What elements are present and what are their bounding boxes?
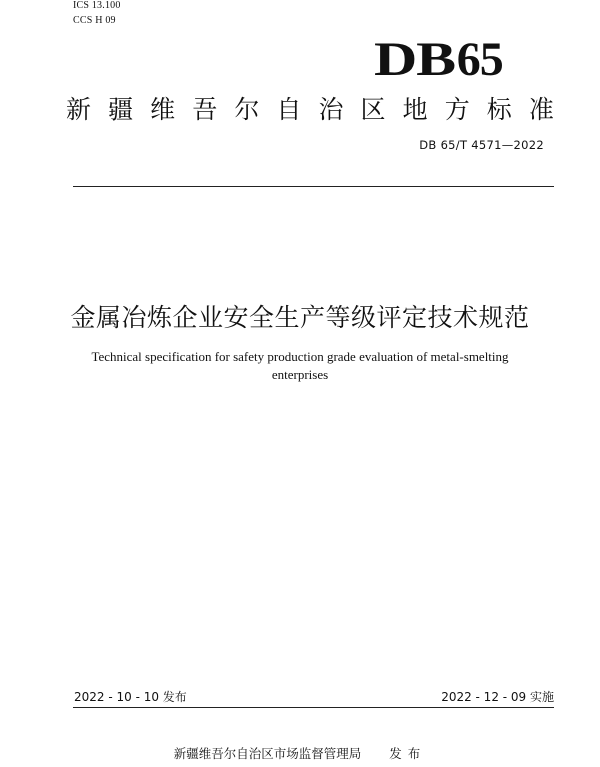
logo-db: DB [374,33,455,86]
authority-char: 新 [66,95,92,124]
issue-date: 2022 - 10 - 10 发布 [74,690,187,704]
standard-number: DB 65/T 4571—2022 [419,138,544,152]
issuer-line [0,744,600,762]
authority-char: 治 [318,95,344,124]
logo-number: 65 [456,33,503,86]
authority-char: 尔 [234,95,260,124]
authority-char: 吾 [192,95,218,124]
authority-char: 地 [402,95,428,124]
implementation-date: 2022 - 12 - 09 实施 [441,690,554,704]
authority-char: 准 [528,95,554,124]
header-divider [73,186,554,187]
authority-char: 区 [360,95,386,124]
footer-divider [73,707,554,708]
db65-logo [374,33,514,86]
issuer-action: 发布 [389,746,427,761]
issuer-name: 新疆维吾尔自治区市场监督管理局 [173,746,362,761]
ics-code: ICS 13.100 [73,0,121,11]
standard-authority [66,92,554,128]
authority-char: 方 [444,95,470,124]
ccs-code: CCS H 09 [73,15,116,26]
authority-char: 维 [150,95,176,124]
authority-char: 自 [276,95,302,124]
title-english-line1: Technical specification for safety production grade evaluation of metal-smelting [91,349,509,364]
authority-char: 疆 [108,95,134,124]
title-english-line2: enterprises [271,367,329,382]
authority-char: 标 [486,95,512,124]
title-chinese: 金属冶炼企业安全生产等级评定技术规范 [70,303,530,332]
